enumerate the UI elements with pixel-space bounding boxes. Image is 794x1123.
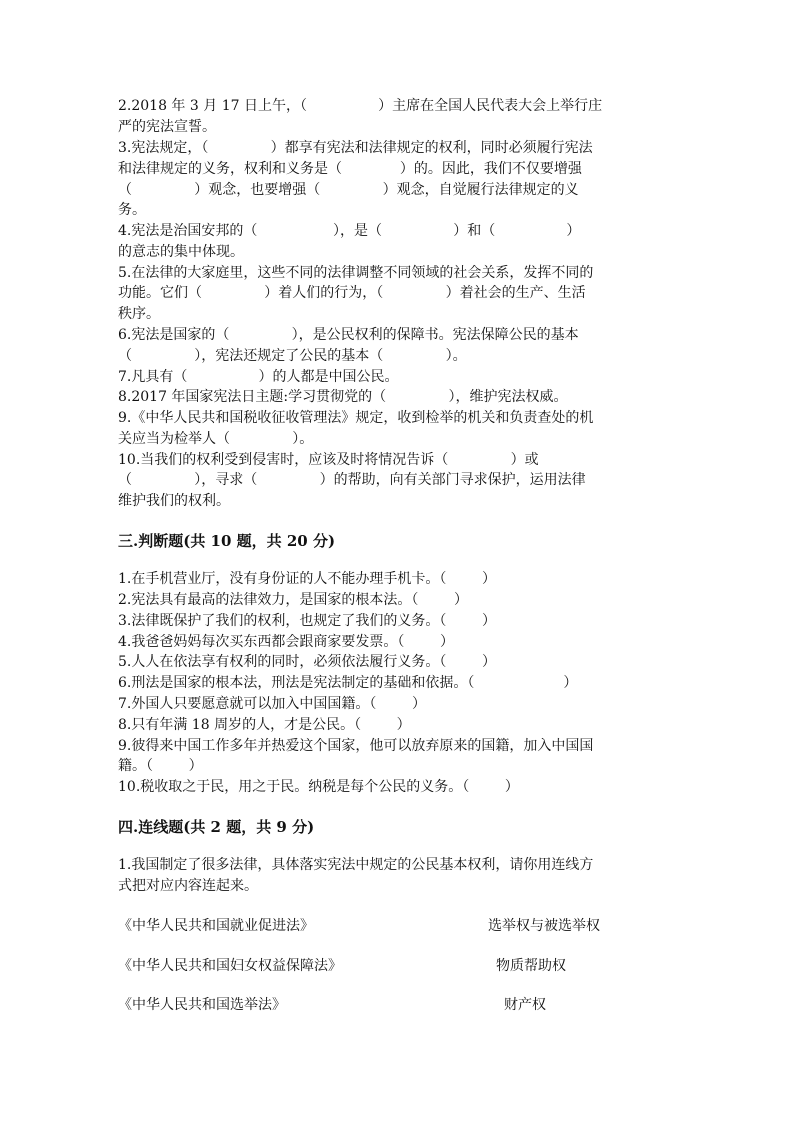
question-line: 籍。（ ）: [118, 758, 203, 774]
match-left-item: 《中华人民共和国选举法》: [118, 997, 286, 1013]
question-line: 7.外国人只要愿意就可以加入中国国籍。（ ）: [118, 696, 426, 712]
question-line: 2.宪法具有最高的法律效力，是国家的根本法。（ ）: [118, 592, 468, 608]
text-line: 严的宪法宣誓。: [118, 119, 216, 135]
match-right-item: 选举权与被选举权: [488, 918, 600, 934]
text-line: 的意志的集中体现。: [118, 244, 244, 260]
match-right-item: 财产权: [504, 997, 546, 1013]
question-line: 5.人人在依法享有权利的同时，必须依法履行义务。（ ）: [118, 654, 496, 670]
question-line: 6.刑法是国家的根本法，刑法是宪法制定的基础和依据。（ ）: [118, 675, 578, 691]
match-right-item: 物质帮助权: [496, 958, 566, 974]
text-line: 10.当我们的权利受到侵害时，应该及时将情况告诉（ ）或: [118, 452, 539, 468]
question-line: 4.我爸爸妈妈每次买东西都会跟商家要发票。（ ）: [118, 634, 454, 650]
question-line: 式把对应内容连起来。: [118, 878, 258, 894]
text-line: 2.2018 年 3 月 17 日上午，（ ）主席在全国人民代表大会上举行庄: [118, 98, 603, 114]
text-line: 维护我们的权利。: [118, 493, 230, 509]
section-heading-matching: 四.连线题(共 2 题，共 9 分): [118, 818, 315, 836]
match-left-item: 《中华人民共和国妇女权益保障法》: [118, 958, 342, 974]
question-line: 10.税收取之于民，用之于民。纳税是每个公民的义务。（ ）: [118, 779, 519, 795]
section-heading-true-false: 三.判断题(共 10 题，共 20 分): [118, 532, 336, 550]
text-line: 关应当为检举人（ ）。: [118, 431, 314, 447]
text-line: （ ），宪法还规定了公民的基本（ ）。: [118, 348, 467, 364]
question-line: 1.我国制定了很多法律，具体落实宪法中规定的公民基本权利，请你用连线方: [118, 857, 594, 873]
question-line: 3.法律既保护了我们的权利，也规定了我们的义务。（ ）: [118, 613, 496, 629]
text-line: （ ），寻求（ ）的帮助，向有关部门寻求保护，运用法律: [118, 472, 586, 488]
text-line: （ ）观念，也要增强（ ）观念，自觉履行法律规定的义: [118, 182, 579, 198]
text-line: 3.宪法规定，（ ）都享有宪法和法律规定的权利，同时必须履行宪法: [118, 140, 593, 156]
text-line: 和法律规定的义务，权利和义务是（ ）的。因此，我们不仅要增强: [118, 161, 582, 177]
question-line: 9.彼得来中国工作多年并热爱这个国家，他可以放弃原来的国籍，加入中国国: [118, 738, 594, 754]
match-left-item: 《中华人民共和国就业促进法》: [118, 918, 314, 934]
text-line: 5.在法律的大家庭里，这些不同的法律调整不同领域的社会关系，发挥不同的: [118, 265, 594, 281]
text-line: 8.2017 年国家宪法日主题:学习贯彻党的（ ），维护宪法权威。: [118, 389, 568, 405]
text-line: 功能。它们（ ）着人们的行为，（ ）着社会的生产、生活: [118, 285, 586, 301]
text-line: 秩序。: [118, 306, 160, 322]
text-line: 7.凡具有（ ）的人都是中国公民。: [118, 369, 399, 385]
text-line: 4.宪法是治国安邦的（ ），是（ ）和（ ）: [118, 223, 581, 239]
question-line: 8.只有年满 18 周岁的人，才是公民。（ ）: [118, 717, 411, 733]
text-line: 6.宪法是国家的（ ），是公民权利的保障书。宪法保障公民的基本: [118, 327, 579, 343]
text-line: 务。: [118, 202, 146, 218]
text-line: 9.《中华人民共和国税收征收管理法》规定，收到检举的机关和负责查处的机: [118, 410, 594, 426]
question-line: 1.在手机营业厅，没有身份证的人不能办理手机卡。（ ）: [118, 571, 496, 587]
